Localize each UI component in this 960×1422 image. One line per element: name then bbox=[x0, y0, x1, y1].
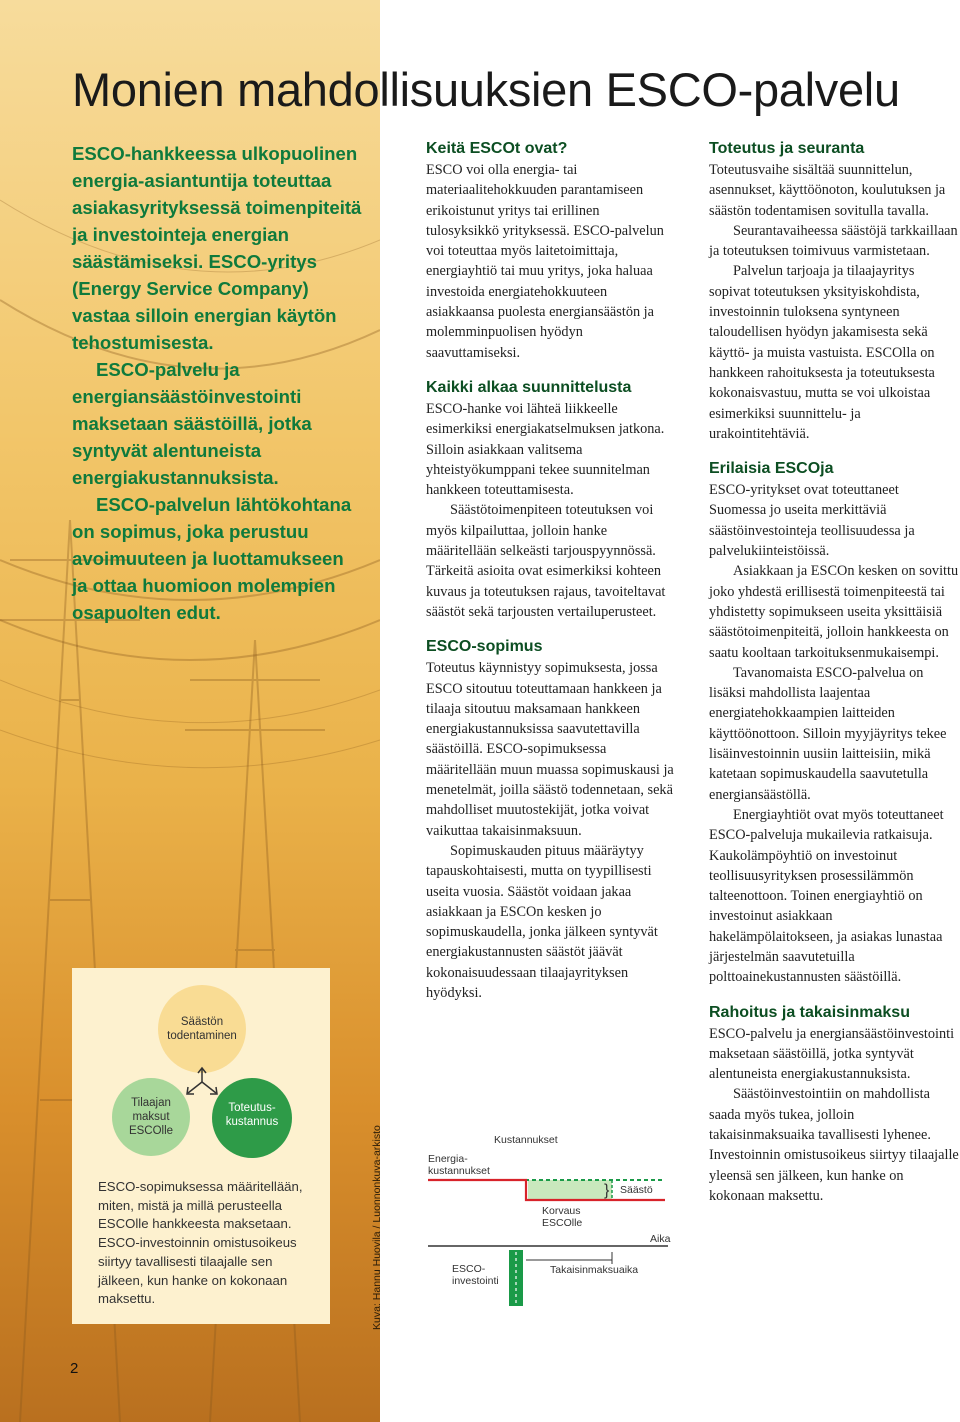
label-energy-costs-1: Energia- bbox=[428, 1153, 468, 1165]
section-heading: Keitä ESCOt ovat? bbox=[426, 140, 568, 157]
paragraph: Tavanomaista ESCO-palvelua on lisäksi mahdollista laajentaa energiatehokkaampien laitteiden käyttöönottoon. Silloin myyjäyritys tekee lisäinvestoinnin uusiin laitteisiin, mikä katetaan sopimuskaudella saavutetulla energiansäästöllä. bbox=[709, 664, 947, 803]
lead-paragraph: ESCO-palvelu ja energiansäästöinvestointi maksetaan säästöillä, jotka syntyvät alentuneista energiakustannuksista. bbox=[72, 359, 312, 488]
infobox-text: ESCO-sopimuksessa määritellään, miten, mistä ja millä perusteella ESCOlle hankkeesta maksetaan. ESCO-investoinnin omistusoikeus siirtyy tavallisesti tilaajalle sen jälkeen, kun hanke on kokonaan maksettu. bbox=[98, 1179, 303, 1307]
paragraph: Säästötoimenpiteen toteutuksen voi myös kilpailuttaa, jolloin hanke määritellään selkeästi tarjouspyynnössä. Tärkeitä asioita ovat esimerkiksi kohteen kuvaus ja toteutuksen rajaus, tavoiteltavat säästöt sekä tarjousten vertailuperusteet. bbox=[426, 502, 666, 620]
text-column-2 bbox=[709, 138, 959, 1206]
paragraph: ESCO-palvelu ja energiansäästöinvestointi maksetaan säästöillä, jotka syntyvät alentuneista energiakustannuksista. bbox=[709, 1025, 955, 1083]
page-number: 2 bbox=[70, 1360, 79, 1377]
circle-label: Tilaajan maksut ESCOlle bbox=[128, 1097, 174, 1137]
section-heading: Kaikki alkaa suunnittelusta bbox=[426, 378, 632, 396]
lead-text bbox=[72, 140, 362, 626]
label-investment-1: ESCO- bbox=[452, 1263, 486, 1275]
lead-paragraph: ESCO-palvelun lähtökohtana on sopimus, joka perustuu avoimuuteen ja luottamukseen ja ottaa huomioon molempien osapuolten edut. bbox=[72, 494, 352, 623]
label-payment-2: ESCOlle bbox=[542, 1217, 583, 1229]
paragraph: ESCO-hanke voi lähteä liikkeelle esimerkiksi energiakatselmuksen jatkona. Silloin asiakkaan valitsema yhteistyökumppani tekee suunnitelman hankkeen toteuttamisesta. bbox=[426, 400, 665, 499]
circle-label: Toteutus-kustannus bbox=[225, 1102, 279, 1128]
section-heading: ESCO-sopimus bbox=[426, 638, 543, 656]
esco-cycle-infobox bbox=[72, 968, 330, 1324]
label-investment-2: investointi bbox=[452, 1275, 499, 1287]
paragraph: Asiakkaan ja ESCOn kesken on sovittu joko yhdestä erillisestä toimenpiteestä tai yhdistetty sopimukseen useita yksittäisiä säästötoimenpiteitä, jolloin hankkeesta on saatu kooltaan tarkoituksenmukaisempi. bbox=[709, 563, 959, 661]
label-payback: Takaisinmaksuaika bbox=[550, 1264, 639, 1276]
label-costs: Kustannukset bbox=[494, 1134, 558, 1146]
esco-cost-diagram bbox=[420, 1128, 680, 1308]
label-brace: } bbox=[604, 1182, 610, 1199]
paragraph: Toteutusvaihe sisältää suunnittelun, asennukset, käyttöönoton, koulutuksen ja säästön todentamisen sovitulla tavalla. bbox=[709, 162, 946, 219]
circle-label: Säästön todentaminen bbox=[167, 1016, 237, 1042]
cost-diagram-svg bbox=[420, 1128, 680, 1308]
section-heading: Toteutus ja seuranta bbox=[709, 140, 865, 157]
label-savings: Säästö bbox=[620, 1184, 653, 1196]
circle-savings-verification bbox=[158, 985, 246, 1073]
label-energy-costs-2: kustannukset bbox=[428, 1165, 490, 1177]
cycle-arrows-icon bbox=[182, 1066, 222, 1100]
section-heading: Erilaisia ESCOja bbox=[709, 460, 834, 478]
circle-client-payments bbox=[112, 1078, 190, 1156]
circle-implementation-cost bbox=[212, 1078, 292, 1158]
section-heading: Rahoitus ja takaisinmaksu bbox=[709, 1003, 910, 1021]
paragraph: Seurantavaiheessa säästöjä tarkkaillaan ja toteutuksen toimivuus varmistetaan. bbox=[709, 222, 958, 260]
paragraph: Säästöinvestointiin on mahdollista saada myös tukea, jolloin takaisinmaksuaika tavallisesti lyhenee. Investoinnin omistusoikeus siirtyy tilaajalle yleensä sen jälkeen, kun hanke on kokonaan maksettu. bbox=[709, 1086, 959, 1204]
label-payment-1: Korvaus bbox=[542, 1205, 581, 1217]
paragraph: Sopimuskauden pituus määräytyy tapauskohtaisesti, mutta on tyypillisesti useita vuosia. Säästöt voidaan jakaa asiakkaan ja ESCOn kesken jo sopimuskaudella, jonka jälkeen syntyvät energiakustannusten säästöt jäävät kokonaisuudessaan tilaajayrityksen hyödyksi. bbox=[426, 842, 658, 1001]
page-title: Monien mahdollisuuksien ESCO-palvelu bbox=[72, 63, 900, 116]
savings-area bbox=[528, 1180, 612, 1200]
lead-paragraph: ESCO-hankkeessa ulkopuolinen energia-asiantuntija toteuttaa asiakasyrityksessä toimenpiteitä ja investointeja energian säästämiseksi. ESCO-yritys (Energy Service Company) vastaa silloin energian käytön tehostumisesta. bbox=[72, 143, 362, 353]
paragraph: Palvelun tarjoaja ja tilaajayritys sopivat toteutuksen yksityiskohdista, investoinnin tuloksena syntyneen taloudellisen hyödyn jakamisesta sekä käyttö- ja muista vastuista. ESCOlla on hankkeen rahoituksesta ja toteutuksesta kokonaisvastuu, mutta se voi ulkoistaa esimerkiksi suunnittelu- ja urakointitehtäviä. bbox=[709, 263, 935, 442]
text-column-1 bbox=[426, 138, 676, 1003]
photo-credit: Kuva: Hannu Huovila / Luonnonkuva-arkisto bbox=[371, 1125, 383, 1330]
paragraph: Energiayhtiöt ovat myös toteuttaneet ESCO-palveluja mukailevia ratkaisuja. Kaukolämpöyhtiö on investoinut teollisuusyrityksen prosessilämmön talteenottoon. Toinen energiayhtiö on investoinut asiakkaan hakelämpölaitokseen, ja asiakas lunastaa järjestelmän saavutetuilla polttoainekustannusten säästöillä. bbox=[709, 806, 944, 986]
paragraph: Toteutus käynnistyy sopimuksesta, jossa ESCO sitoutuu toteuttamaan hankkeen ja tilaaja sitoutuu maksamaan hankkeen energiakustannuksissa saavutettavilla säästöillä. ESCO-sopimuksessa määritellään muun muassa sopimuskausi ja menetelmät, joilla säästö todennetaan, sekä mahdolliset muutostekijät, jotka voivat vaikuttaa takaisinmaksuun. bbox=[426, 660, 674, 839]
label-time: Aika bbox=[650, 1233, 671, 1245]
paragraph: ESCO voi olla energia- tai materiaalitehokkuuden parantamiseen erikoistunut yritys tai erillinen tulosyksikkö yrityksessä. ESCO-palvelun voi toteuttaa myös laitetoimittaja, energiayhtiö tai muu yritys, joka haluaa investoida energiatehokkuuteen asiakkaansa puolesta energiansäästön ja molemminpuolisen hyödyn saavuttamiseksi. bbox=[426, 162, 664, 361]
paragraph: ESCO-yritykset ovat toteuttaneet Suomessa jo useita merkittäviä säästöinvestointeja teollisuudessa ja palvelukiinteistöissä. bbox=[709, 482, 915, 560]
